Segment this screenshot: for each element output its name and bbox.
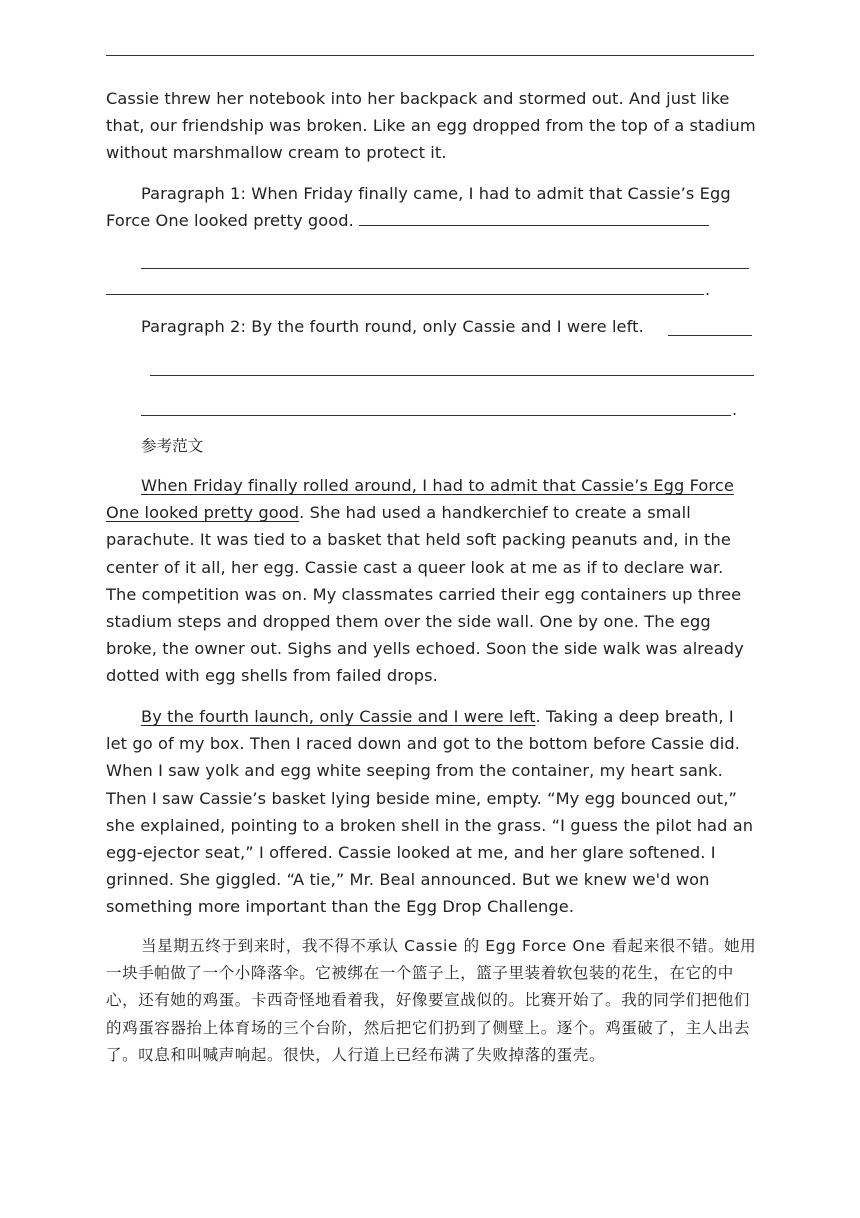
paragraph2-prompt xyxy=(106,313,756,340)
answer-line[interactable] xyxy=(150,375,754,376)
sample-paragraph-2-body: . Taking a deep breath, I let go of my box. Then I raced down and got to the bottom before Cassie did. When I saw yolk and egg white seeping from the container, my heart sank. Then I saw Cassie’s basket lying beside mine, empty. “My egg bounced out,” she explained, pointing to a broken shell in the grass. “I guess the pilot had an egg-ejector seat,” I offered. Cassie looked at me, and her glare softened. I grinned. She giggled. “A tie,” Mr. Beal announced. But we knew we'd won something more important than the Egg Drop Challenge. xyxy=(106,707,754,917)
sample-paragraph-2 xyxy=(106,703,756,921)
answer-line[interactable] xyxy=(141,268,749,269)
underlined-opening-sentence: By the fourth launch, only Cassie and I were left xyxy=(141,707,536,726)
line-end-period: . xyxy=(732,400,738,419)
chinese-translation: 当星期五终于到来时，我不得不承认 Cassie 的 Egg Force One 看起来很不错。她用一块手帕做了一个小降落伞。它被绑在一个篮子上，篮子里装着软包装的花生，在它的中心，还有她的鸡蛋。卡西奇怪地看着我，好像要宣战似的。比赛开始了。我的同学们把他们的鸡蛋容器抬上体育场的三个台阶，然后把它们扔到了侧壁上。逐个。鸡蛋破了，主人出去了。叹息和叫喊声响起。很快，人行道上已经布满了失败掉落的蛋壳。 xyxy=(106,937,757,1064)
line-end-period: . xyxy=(705,280,711,299)
sample-paragraph-1-body: . She had used a handkerchief to create a small parachute. It was tied to a basket that held soft packing peanuts and, in the center of it all, her egg. Cassie cast a queer look at me as if to declare war. The competition was on. My classmates carried their egg containers up three stadium steps and dropped them over the side wall. One by one. The egg broke, the owner out. Sighs and yells echoed. Soon the side walk was already dotted with egg shells from failed drops. xyxy=(106,503,744,686)
passage-ending: Cassie threw her notebook into her backpack and stormed out. And just like that, our friendship was broken. Like an egg dropped from the top of a stadium without marshmallow cream to protect it. xyxy=(106,89,756,163)
sample-heading: 参考范文 xyxy=(141,437,204,455)
paragraph1-prompt xyxy=(106,180,756,234)
answer-blank[interactable] xyxy=(668,335,752,336)
underlined-opening-sentence: When Friday finally rolled around, I had to admit that Cassie’s Egg Force One looked pretty good xyxy=(106,476,734,523)
header-rule xyxy=(106,55,754,56)
paragraph2-prompt-text: Paragraph 2: By the fourth round, only Cassie and I were left. xyxy=(141,317,644,336)
paragraph1-prompt-text: Paragraph 1: When Friday finally came, I had to admit that Cassie’s Egg Force One looked pretty good. xyxy=(106,184,731,231)
answer-blank[interactable] xyxy=(359,224,709,226)
answer-line[interactable] xyxy=(106,294,704,295)
sample-paragraph-1 xyxy=(106,472,756,690)
answer-line[interactable] xyxy=(141,415,731,416)
